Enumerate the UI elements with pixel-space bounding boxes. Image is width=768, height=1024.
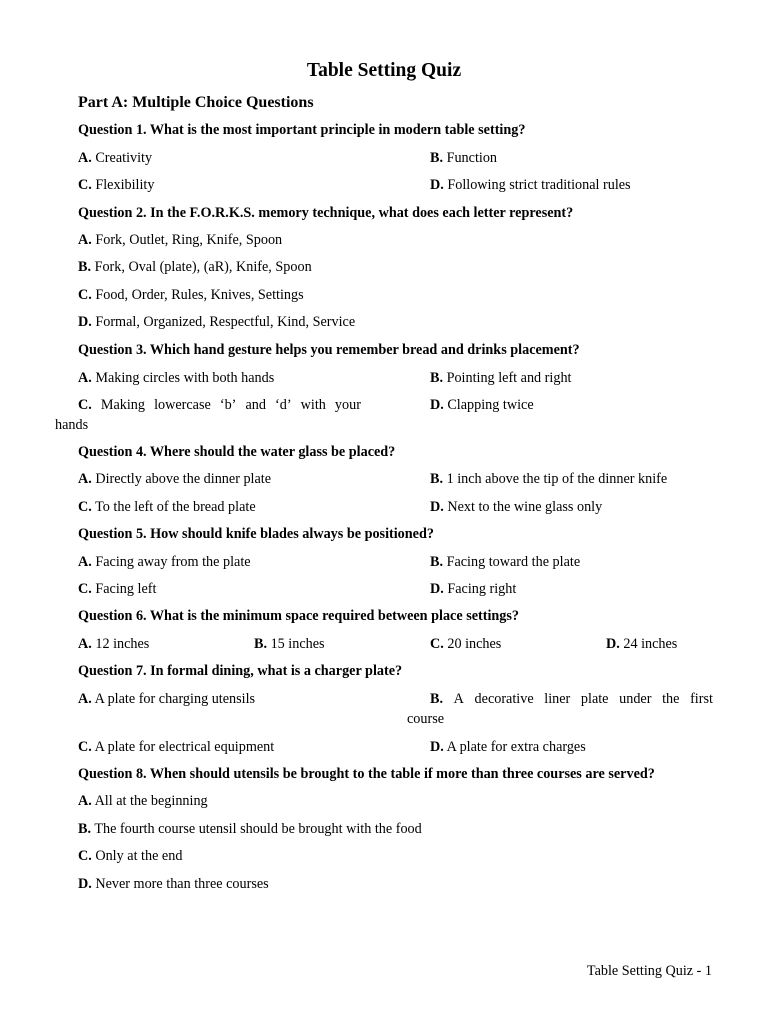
question-3: Question 3. Which hand gesture helps you remember bread and drinks placement? bbox=[78, 342, 580, 358]
q1-option-d[interactable]: D. Following strict traditional rules bbox=[430, 177, 631, 193]
q5-option-a[interactable]: A. Facing away from the plate bbox=[78, 554, 251, 570]
q6-option-a[interactable]: A. 12 inches bbox=[78, 636, 150, 652]
q2-option-b[interactable]: B. Fork, Oval (plate), (aR), Knife, Spoon bbox=[78, 259, 312, 275]
q7-option-b-wrap: course bbox=[407, 711, 445, 727]
q1-option-c[interactable]: C. Flexibility bbox=[78, 177, 155, 193]
q8-option-c[interactable]: C. Only at the end bbox=[78, 848, 183, 864]
page-footer: Table Setting Quiz - 1 bbox=[586, 963, 712, 979]
q7-option-d[interactable]: D. A plate for extra charges bbox=[430, 739, 586, 755]
q2-option-a[interactable]: A. Fork, Outlet, Ring, Knife, Spoon bbox=[78, 232, 283, 248]
question-7: Question 7. In formal dining, what is a charger plate? bbox=[78, 663, 403, 679]
q7-option-b[interactable]: B. A decorative liner plate under the first bbox=[430, 691, 713, 707]
q3-option-c-wrap: hands bbox=[55, 417, 89, 433]
question-1: Question 1. What is the most important principle in modern table setting? bbox=[78, 122, 526, 138]
q8-option-b[interactable]: B. The fourth course utensil should be brought with the food bbox=[78, 821, 422, 837]
q7-option-a[interactable]: A. A plate for charging utensils bbox=[78, 691, 256, 707]
q4-option-c[interactable]: C. To the left of the bread plate bbox=[78, 499, 256, 515]
question-5: Question 5. How should knife blades always be positioned? bbox=[78, 526, 434, 542]
q4-option-a[interactable]: A. Directly above the dinner plate bbox=[78, 471, 272, 487]
question-2: Question 2. In the F.O.R.K.S. memory technique, what does each letter represent? bbox=[78, 205, 574, 221]
q1-option-a[interactable]: A. Creativity bbox=[78, 150, 153, 166]
q3-option-b[interactable]: B. Pointing left and right bbox=[430, 370, 572, 386]
question-4: Question 4. Where should the water glass be placed? bbox=[78, 444, 396, 460]
q6-option-d[interactable]: D. 24 inches bbox=[606, 636, 678, 652]
q6-option-c[interactable]: C. 20 inches bbox=[430, 636, 502, 652]
page-title: Table Setting Quiz bbox=[306, 60, 462, 81]
question-8: Question 8. When should utensils be brought to the table if more than three courses are served? bbox=[78, 766, 655, 782]
q7-option-c[interactable]: C. A plate for electrical equipment bbox=[78, 739, 275, 755]
q5-option-c[interactable]: C. Facing left bbox=[78, 581, 157, 597]
q5-option-b[interactable]: B. Facing toward the plate bbox=[430, 554, 581, 570]
q8-option-d[interactable]: D. Never more than three courses bbox=[78, 876, 269, 892]
q2-option-d[interactable]: D. Formal, Organized, Respectful, Kind, Service bbox=[78, 314, 356, 330]
q2-option-c[interactable]: C. Food, Order, Rules, Knives, Settings bbox=[78, 287, 304, 303]
section-heading: Part A: Multiple Choice Questions bbox=[78, 94, 314, 111]
question-6: Question 6. What is the minimum space required between place settings? bbox=[78, 608, 519, 624]
q3-option-d[interactable]: D. Clapping twice bbox=[430, 397, 534, 413]
q1-option-b[interactable]: B. Function bbox=[430, 150, 498, 166]
q5-option-d[interactable]: D. Facing right bbox=[430, 581, 517, 597]
q3-option-c[interactable]: C. Making lowercase ‘b’ and ‘d’ with your bbox=[78, 397, 361, 413]
q3-option-a[interactable]: A. Making circles with both hands bbox=[78, 370, 275, 386]
q4-option-d[interactable]: D. Next to the wine glass only bbox=[430, 499, 603, 515]
q8-option-a[interactable]: A. All at the beginning bbox=[78, 793, 208, 809]
q6-option-b[interactable]: B. 15 inches bbox=[254, 636, 325, 652]
q4-option-b[interactable]: B. 1 inch above the tip of the dinner knife bbox=[430, 471, 668, 487]
